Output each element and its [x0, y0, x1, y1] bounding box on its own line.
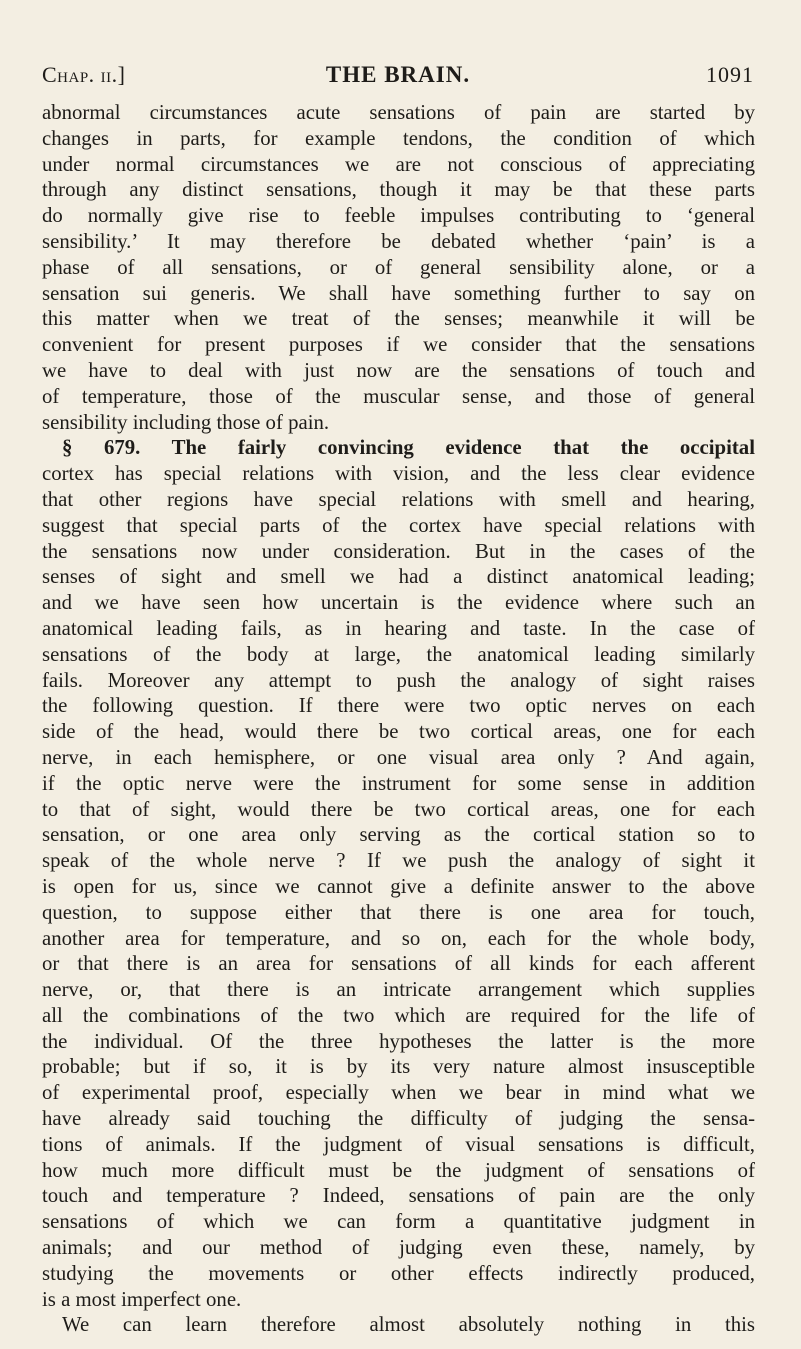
text-line: to that of sight, would there be two cortical areas, one for each	[42, 797, 755, 821]
text-line: how much more difficult must be the judgment of sensations of	[42, 1158, 755, 1182]
text-line: nerve, in each hemisphere, or one visual area only ? And again,	[42, 745, 755, 769]
text-line: cortex has special relations with vision, and the less clear evidence	[42, 462, 755, 486]
text-line: do normally give rise to feeble impulses contributing to ‘general	[42, 204, 755, 228]
chapter-label: Chap. ii.]	[42, 62, 126, 87]
text-line: this matter when we treat of the senses; meanwhile it will be	[42, 307, 755, 331]
running-head	[42, 62, 754, 92]
body-text	[42, 100, 755, 1338]
page-title: THE BRAIN.	[325, 62, 471, 87]
text-line: fails. Moreover any attempt to push the analogy of sight raises	[42, 668, 755, 692]
text-line: We can learn therefore almost absolutely nothing in this	[62, 1313, 755, 1337]
text-line: senses of sight and smell we had a distinct anatomical leading;	[42, 565, 755, 589]
text-line: sensibility including those of pain.	[42, 410, 330, 434]
text-line: if the optic nerve were the instrument for some sense in addition	[42, 771, 755, 795]
text-line: tions of animals. If the judgment of visual sensations is difficult,	[42, 1132, 755, 1156]
text-line: animals; and our method of judging even these, namely, by	[42, 1236, 755, 1260]
text-line: touch and temperature ? Indeed, sensations of pain are the only	[42, 1184, 755, 1208]
text-line: probable; but if so, it is by its very nature almost insusceptible	[42, 1055, 755, 1079]
text-line: studying the movements or other effects indirectly produced,	[42, 1261, 755, 1285]
text-line: is a most imperfect one.	[42, 1287, 242, 1311]
text-line: sensation, or one area only serving as the cortical station so to	[42, 823, 755, 847]
text-line: we have to deal with just now are the sensations of touch and	[42, 358, 755, 382]
text-line: or that there is an area for sensations of all kinds for each afferent	[42, 952, 755, 976]
text-line: speak of the whole nerve ? If we push the analogy of sight it	[42, 849, 755, 873]
text-line: side of the head, would there be two cortical areas, one for each	[42, 720, 755, 744]
text-line: that other regions have special relations with smell and hearing,	[42, 487, 755, 511]
text-line: is open for us, since we cannot give a definite answer to the above	[42, 874, 755, 898]
text-line: sensation sui generis. We shall have something further to say on	[42, 281, 755, 305]
text-line: all the combinations of the two which are required for the life of	[42, 1003, 755, 1027]
text-line: question, to suppose either that there is one area for touch,	[42, 900, 755, 924]
text-line: the following question. If there were two optic nerves on each	[42, 694, 755, 718]
text-line: suggest that special parts of the cortex have special relations with	[42, 513, 755, 537]
text-line: under normal circumstances we are not conscious of appreciating	[42, 152, 755, 176]
text-line: of temperature, those of the muscular sense, and those of general	[42, 384, 755, 408]
text-line: nerve, or, that there is an intricate arrangement which supplies	[42, 978, 755, 1002]
text-line: another area for temperature, and so on, each for the whole body,	[42, 926, 755, 950]
text-line: anatomical leading fails, as in hearing and taste. In the case of	[42, 616, 755, 640]
text-line: and we have seen how uncertain is the evidence where such an	[42, 591, 755, 615]
text-line: sensations of which we can form a quantitative judgment in	[42, 1210, 755, 1234]
section-start-line: § 679. The fairly convincing evidence that the occipital	[62, 436, 755, 460]
text-line: through any distinct sensations, though it may be that these parts	[42, 178, 755, 202]
text-line: convenient for present purposes if we consider that the sensations	[42, 333, 755, 357]
text-line: abnormal circumstances acute sensations of pain are started by	[42, 101, 755, 124]
page-number: 1091	[706, 62, 754, 87]
text-line: have already said touching the difficulty of judging the sensa-	[42, 1107, 755, 1131]
text-line: sensibility.’ It may therefore be debated whether ‘pain’ is a	[42, 229, 755, 253]
text-line: phase of all sensations, or of general sensibility alone, or a	[42, 255, 755, 279]
text-line: changes in parts, for example tendons, the condition of which	[42, 126, 755, 150]
text-line: sensations of the body at large, the anatomical leading similarly	[42, 642, 755, 666]
text-line: of experimental proof, especially when we bear in mind what we	[42, 1081, 755, 1105]
text-line: the individual. Of the three hypotheses the latter is the more	[42, 1029, 755, 1053]
text-line: the sensations now under consideration. But in the cases of the	[42, 539, 755, 563]
